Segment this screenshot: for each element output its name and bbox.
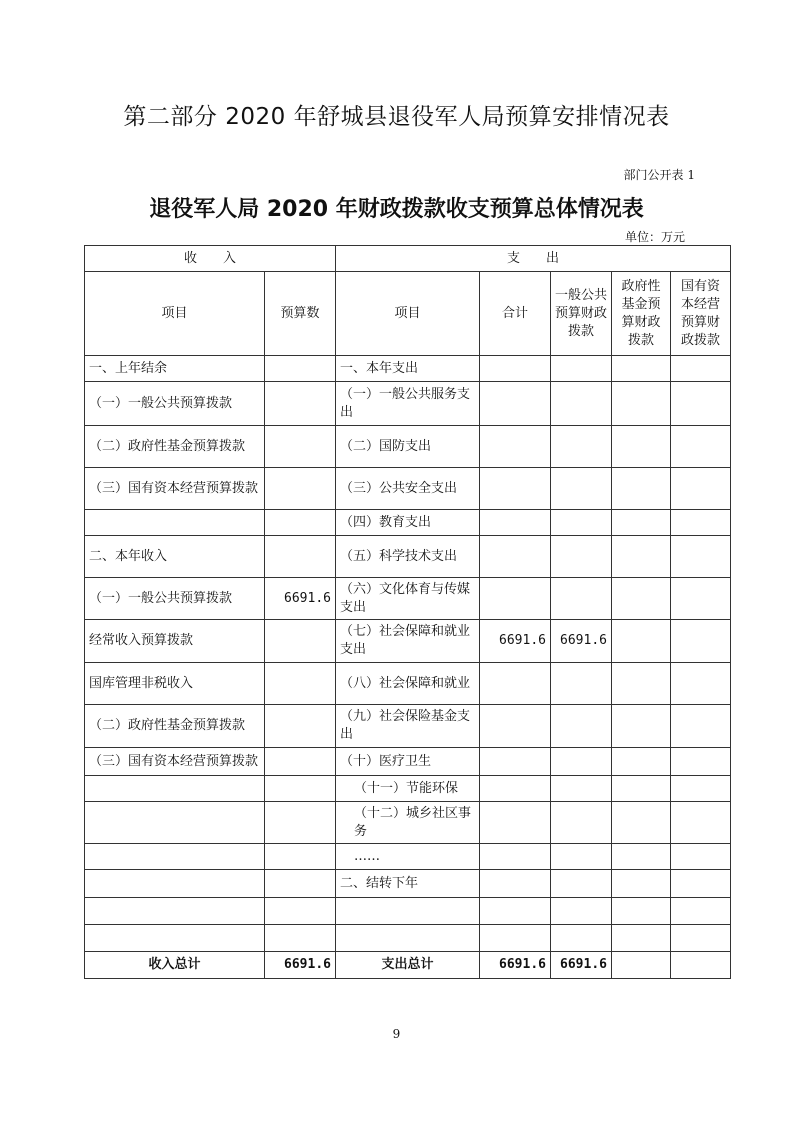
budget-cell (265, 844, 336, 870)
stateasset-total-cell (671, 952, 731, 979)
general-cell (551, 898, 612, 925)
total-cell (480, 426, 551, 468)
stateasset-cell (671, 356, 731, 382)
expense-cell (336, 898, 480, 925)
unit-label: 单位：万元 (624, 230, 685, 244)
expense-cell: （十二）城乡社区事务 (336, 802, 480, 844)
income-cell (85, 802, 265, 844)
general-cell (551, 468, 612, 510)
income-total-label: 收入总计 (85, 952, 265, 979)
income-cell: 二、本年收入 (85, 536, 265, 578)
income-cell: 经常收入预算拨款 (85, 620, 265, 663)
table-row (85, 536, 731, 578)
stateasset-cell (671, 663, 731, 705)
govfund-cell (612, 468, 671, 510)
budget-cell (265, 468, 336, 510)
general-cell (551, 705, 612, 748)
budget-header: 预算数 (265, 272, 336, 356)
general-cell (551, 925, 612, 952)
stateasset-cell (671, 426, 731, 468)
income-cell (85, 870, 265, 898)
table-row (85, 748, 731, 776)
expense-item-header: 项目 (336, 272, 480, 356)
govfund-cell (612, 776, 671, 802)
stateasset-cell (671, 748, 731, 776)
income-cell: （二）政府性基金预算拨款 (85, 426, 265, 468)
stateasset-cell (671, 802, 731, 844)
budget-cell (265, 776, 336, 802)
budget-cell (265, 536, 336, 578)
stateasset-cell (671, 468, 731, 510)
budget-cell (265, 705, 336, 748)
general-cell (551, 776, 612, 802)
expense-cell: （五）科学技术支出 (336, 536, 480, 578)
expense-cell: （九）社会保险基金支出 (336, 705, 480, 748)
total-cell: 6691.6 (480, 620, 551, 663)
income-cell: 国库管理非税收入 (85, 663, 265, 705)
general-cell (551, 870, 612, 898)
budget-cell (265, 510, 336, 536)
table-row (85, 663, 731, 705)
total-cell (480, 898, 551, 925)
budget-cell: 6691.6 (265, 578, 336, 620)
stateasset-cell (671, 382, 731, 426)
income-cell (85, 925, 265, 952)
budget-cell (265, 748, 336, 776)
expense-cell: （二）国防支出 (336, 426, 480, 468)
totals-row (85, 952, 731, 979)
table-row (85, 510, 731, 536)
table-row (85, 578, 731, 620)
expense-cell: （三）公共安全支出 (336, 468, 480, 510)
table-row (85, 426, 731, 468)
total-cell (480, 356, 551, 382)
table-row (85, 925, 731, 952)
govfund-cell (612, 578, 671, 620)
total-cell (480, 468, 551, 510)
stateasset-cell (671, 844, 731, 870)
total-header: 合计 (480, 272, 551, 356)
stateasset-cell (671, 705, 731, 748)
income-item-header: 项目 (85, 272, 265, 356)
budget-cell (265, 356, 336, 382)
total-cell (480, 870, 551, 898)
budget-cell (265, 426, 336, 468)
page-number: 9 (392, 1027, 401, 1041)
govfund-cell (612, 536, 671, 578)
govfund-cell (612, 382, 671, 426)
total-cell (480, 705, 551, 748)
total-cell (480, 925, 551, 952)
income-cell (85, 844, 265, 870)
govfund-cell (612, 705, 671, 748)
general-cell (551, 536, 612, 578)
expense-cell: （八）社会保障和就业 (336, 663, 480, 705)
income-cell: 一、上年结余 (85, 356, 265, 382)
govfund-header: 政府性基金预算财政拨款 (612, 272, 671, 356)
budget-cell (265, 663, 336, 705)
table-row (85, 802, 731, 844)
table-row (85, 870, 731, 898)
general-total-value: 6691.6 (551, 952, 612, 979)
stateasset-cell (671, 898, 731, 925)
expense-cell: （一）一般公共服务支出 (336, 382, 480, 426)
stateasset-cell (671, 620, 731, 663)
income-total-value: 6691.6 (265, 952, 336, 979)
expense-total-label: 支出总计 (336, 952, 480, 979)
income-header: 收 入 (85, 246, 336, 272)
total-cell (480, 663, 551, 705)
stateasset-cell (671, 776, 731, 802)
budget-cell (265, 382, 336, 426)
budget-cell (265, 870, 336, 898)
stateasset-header: 国有资本经营预算财政拨款 (671, 272, 731, 356)
income-cell: （一）一般公共预算拨款 (85, 382, 265, 426)
govfund-cell (612, 898, 671, 925)
stateasset-cell (671, 510, 731, 536)
stateasset-cell (671, 536, 731, 578)
expense-header: 支 出 (336, 246, 731, 272)
general-cell (551, 748, 612, 776)
income-cell (85, 898, 265, 925)
budget-cell (265, 925, 336, 952)
govfund-cell (612, 663, 671, 705)
govfund-cell (612, 356, 671, 382)
total-cell (480, 802, 551, 844)
budget-cell (265, 898, 336, 925)
govfund-cell (612, 925, 671, 952)
table-row (85, 356, 731, 382)
total-cell (480, 382, 551, 426)
stateasset-cell (671, 870, 731, 898)
total-cell (480, 748, 551, 776)
general-cell (551, 802, 612, 844)
expense-cell: …… (336, 844, 480, 870)
expense-cell: 一、本年支出 (336, 356, 480, 382)
total-cell (480, 776, 551, 802)
govfund-cell (612, 870, 671, 898)
govfund-cell (612, 844, 671, 870)
table-row (85, 382, 731, 426)
expense-cell: （四）教育支出 (336, 510, 480, 536)
header-row-2 (85, 272, 731, 356)
govfund-cell (612, 426, 671, 468)
income-cell: （三）国有资本经营预算拨款 (85, 748, 265, 776)
income-cell: （三）国有资本经营预算拨款 (85, 468, 265, 510)
part-title: 第二部分 2020 年舒城县退役军人局预算安排情况表 (123, 104, 670, 130)
general-cell (551, 426, 612, 468)
table-number: 部门公开表 1 (623, 168, 695, 182)
general-cell: 6691.6 (551, 620, 612, 663)
govfund-cell (612, 802, 671, 844)
expense-cell: （七）社会保障和就业支出 (336, 620, 480, 663)
general-cell (551, 356, 612, 382)
income-cell: （二）政府性基金预算拨款 (85, 705, 265, 748)
budget-table (84, 245, 731, 979)
table-row (85, 468, 731, 510)
expense-cell: （六）文化体育与传媒支出 (336, 578, 480, 620)
general-cell (551, 510, 612, 536)
general-budget-header: 一般公共预算财政拨款 (551, 272, 612, 356)
income-cell (85, 776, 265, 802)
expense-cell: 二、结转下年 (336, 870, 480, 898)
general-cell (551, 382, 612, 426)
table-row (85, 898, 731, 925)
header-row-1 (85, 246, 731, 272)
table-row (85, 705, 731, 748)
income-cell (85, 510, 265, 536)
general-cell (551, 663, 612, 705)
govfund-total-cell (612, 952, 671, 979)
general-cell (551, 844, 612, 870)
expense-cell (336, 925, 480, 952)
total-cell (480, 578, 551, 620)
stateasset-cell (671, 578, 731, 620)
govfund-cell (612, 620, 671, 663)
table-title: 退役军人局 2020 年财政拨款收支预算总体情况表 (149, 197, 644, 222)
expense-total-value: 6691.6 (480, 952, 551, 979)
expense-cell: （十一）节能环保 (336, 776, 480, 802)
income-cell: （一）一般公共预算拨款 (85, 578, 265, 620)
govfund-cell (612, 510, 671, 536)
general-cell (551, 578, 612, 620)
table-row (85, 844, 731, 870)
expense-cell: （十）医疗卫生 (336, 748, 480, 776)
total-cell (480, 536, 551, 578)
total-cell (480, 844, 551, 870)
govfund-cell (612, 748, 671, 776)
stateasset-cell (671, 925, 731, 952)
total-cell (480, 510, 551, 536)
budget-cell (265, 620, 336, 663)
budget-cell (265, 802, 336, 844)
table-row (85, 776, 731, 802)
table-row (85, 620, 731, 663)
